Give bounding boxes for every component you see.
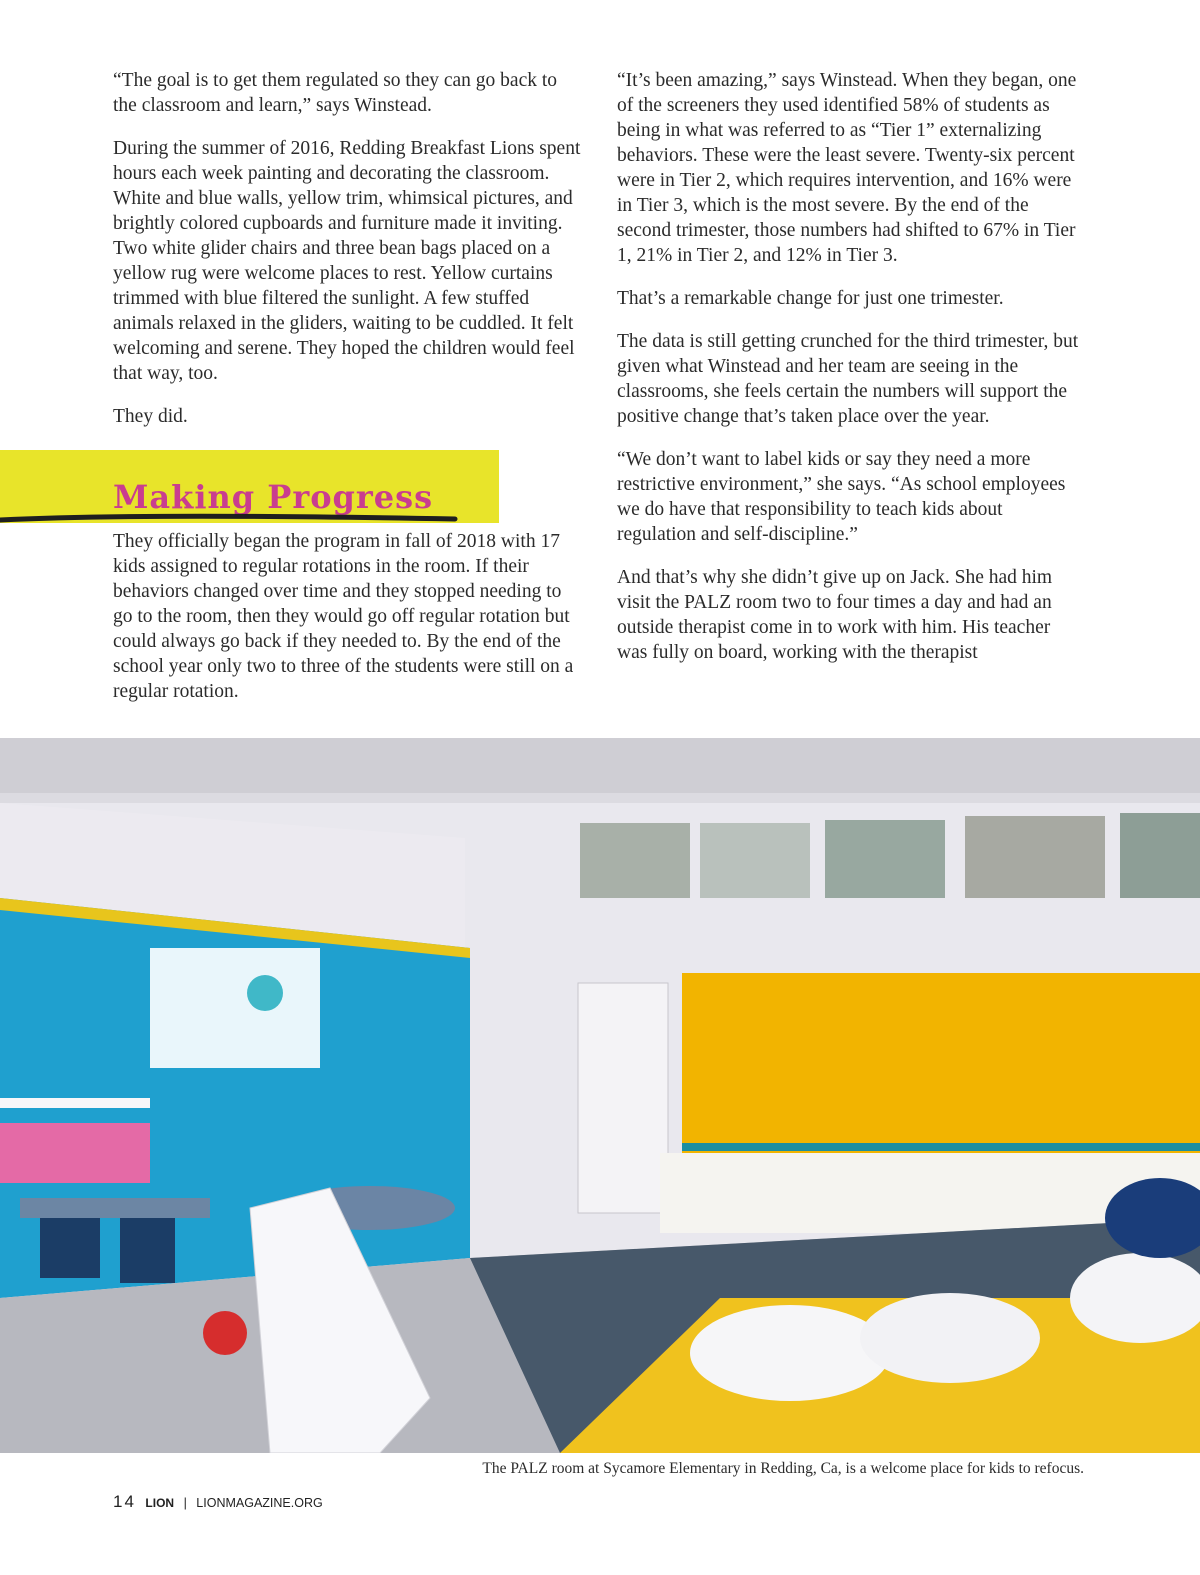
paragraph: “It’s been amazing,” says Winstead. When they began, one of the screeners they used identified 58% of students as being in what was referred to as “Tier 1” externalizing behaviors. These were the least severe. Twenty-six percent were in Tier 2, which requires intervention, and 16% were in Tier 3, which is the most severe. By the end of the second trimester, those numbers had shifted to 67% in Tier 1, 21% in Tier 2, and 12% in Tier 3.: [617, 70, 1077, 266]
classroom-photo: [0, 738, 1200, 1453]
section-body: [113, 529, 581, 704]
photo-caption: The PALZ room at Sycamore Elementary in Redding, Ca, is a welcome place for kids to refocus.: [482, 1460, 1084, 1477]
paragraph: “The goal is to get them regulated so they can go back to the classroom and learn,” says Winstead.: [113, 70, 558, 116]
paragraph: “We don’t want to label kids or say they need a more restrictive environment,” she says. “As school employees we do have that responsibility to teach kids about regulation and self-discipline.”: [617, 449, 1066, 545]
paragraph: They officially began the program in fall of 2018 with 17 kids assigned to regular rotations in the room. If their behaviors changed over time and they stopped needing to go to the room, then they would go off regular rotation but could always go back if they needed to. By the end of the school year only two to three of the students were still on a regular rotation.: [113, 531, 574, 702]
left-column: [113, 68, 581, 447]
paragraph: They did.: [113, 406, 188, 427]
magazine-brand: LION: [145, 1496, 175, 1510]
website-link[interactable]: LIONMAGAZINE.ORG: [196, 1496, 323, 1510]
footer-separator: |: [183, 1496, 187, 1510]
right-column: [617, 68, 1085, 683]
page-footer: [113, 1492, 323, 1512]
paragraph: The data is still getting crunched for the third trimester, but given what Winstead and her team are seeing in the classrooms, she feels certain the numbers will support the positive change that’s taken place over the year.: [617, 331, 1079, 427]
heading-underline-swash: [0, 510, 460, 528]
paragraph: And that’s why she didn’t give up on Jack. She had him visit the PALZ room two to four times a day and had an outside therapist come in to work with him. His teacher was fully on board, working with the therapist: [617, 567, 1053, 663]
page-number: 14: [113, 1492, 136, 1511]
section-heading: Making Progress: [113, 478, 434, 516]
paragraph: During the summer of 2016, Redding Breakfast Lions spent hours each week painting and decorating the classroom. White and blue walls, yellow trim, whimsical pictures, and brightly colored cupboards and furniture made it inviting. Two white glider chairs and three bean bags placed on a yellow rug were welcome places to rest. Yellow curtains trimmed with blue filtered the sunlight. A few stuffed animals relaxed in the gliders, waiting to be cuddled. It felt welcoming and serene. They hoped the children would feel that way, too.: [113, 138, 581, 384]
paragraph: That’s a remarkable change for just one trimester.: [617, 288, 1004, 309]
